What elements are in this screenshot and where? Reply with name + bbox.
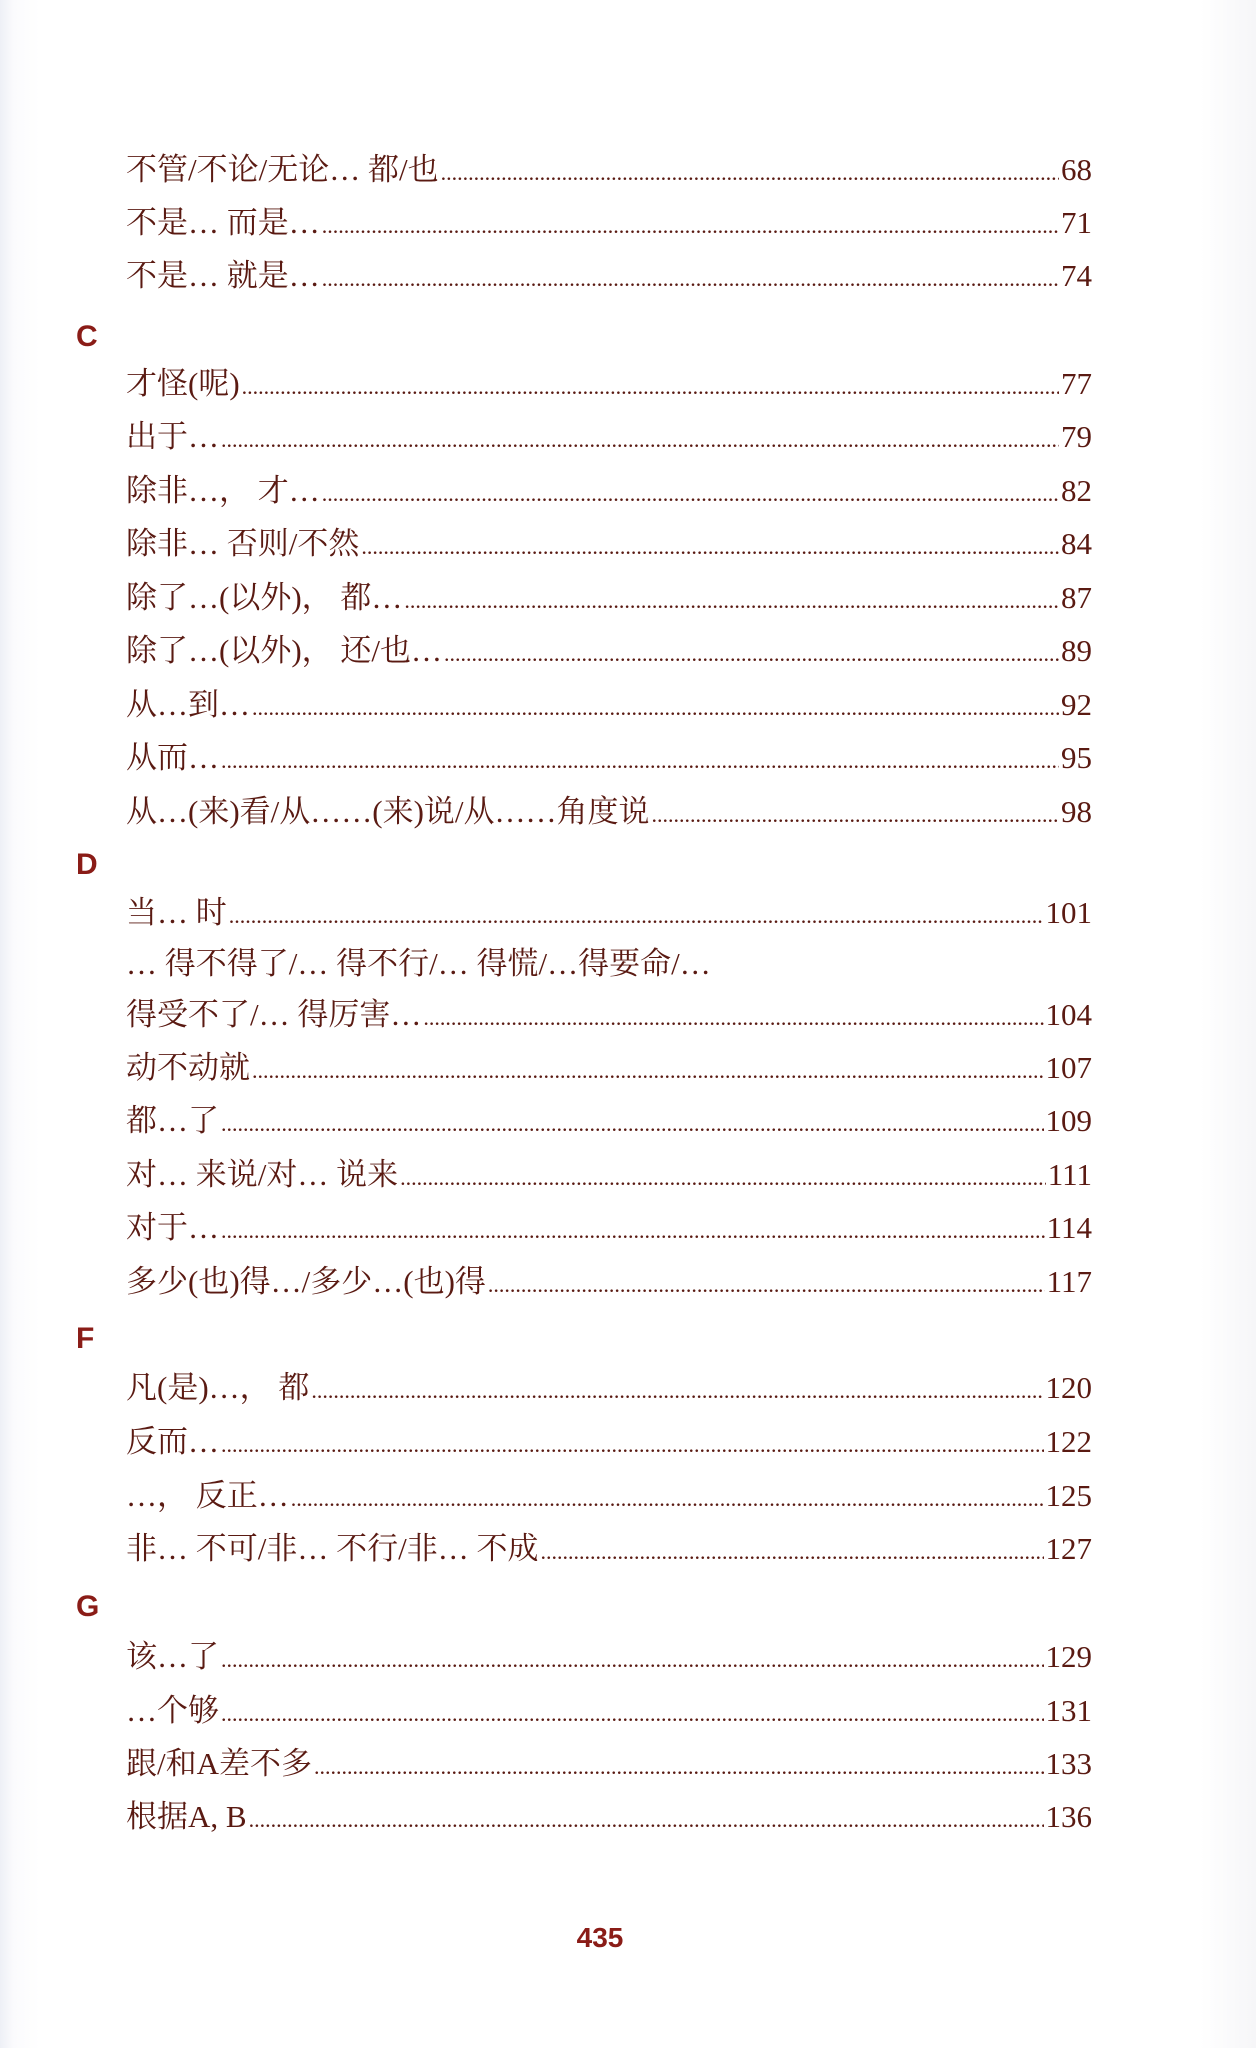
entry-page: 79 [1061,419,1092,454]
leader-dots [221,1643,1044,1677]
entry-page: 82 [1061,473,1092,508]
toc-entry[interactable] [126,364,1092,404]
entry-page: 127 [1045,1531,1092,1566]
toc-entry[interactable] [126,417,1092,457]
leader-dots [221,744,1059,778]
toc-entry[interactable] [126,738,1092,778]
entry-title: 反而… [126,1424,219,1459]
toc-entry[interactable] [126,150,1092,190]
leader-dots [252,691,1059,725]
entry-title: 除了…(以外)， 都… [126,580,403,615]
entry-page: 68 [1061,152,1092,187]
toc-entry[interactable] [126,578,1092,618]
entry-title: 对于… [126,1210,219,1245]
entry-title: 才怪(呢) [126,366,240,401]
entry-title: 当… 时 [126,895,227,930]
entry-title: 除非… 否则/不然 [126,526,360,561]
leader-dots [311,1374,1043,1408]
leader-dots [488,1268,1045,1302]
toc-entry[interactable] [126,1048,1092,1088]
leader-dots [249,1803,1044,1837]
entry-page: 71 [1061,205,1092,240]
leader-dots [221,1214,1045,1248]
leader-dots [400,1161,1046,1195]
entry-title: 得受不了/… 得厉害… [126,997,422,1032]
toc-entry[interactable] [126,893,1092,933]
entry-title: 对… 来说/对… 说来 [126,1157,399,1192]
toc-entry[interactable] [126,631,1092,671]
leader-dots [322,477,1059,511]
entry-title: 不是… 而是… [126,205,320,240]
toc-entry[interactable] [126,1155,1092,1195]
entry-page: 133 [1045,1746,1092,1781]
entry-page: 120 [1045,1370,1092,1405]
entry-page: 98 [1061,794,1092,829]
entry-page: 125 [1045,1478,1092,1513]
entry-page: 101 [1045,895,1092,930]
leader-dots [361,530,1059,564]
leader-dots [221,1428,1044,1462]
toc-entry[interactable] [126,995,1092,1035]
toc-entry[interactable] [126,256,1092,296]
entry-page: 117 [1046,1264,1092,1299]
toc-entry[interactable] [126,524,1092,564]
leader-dots [444,637,1059,671]
entry-title: 动不动就 [126,1050,250,1085]
leader-dots [252,1054,1044,1088]
leader-dots [423,1001,1043,1035]
toc-entry[interactable] [126,1691,1092,1731]
section-letter-d: D [76,848,98,881]
toc-entry[interactable] [126,1368,1092,1408]
entry-page: 77 [1061,366,1092,401]
leader-dots [221,1697,1044,1731]
toc-entry[interactable] [126,471,1092,511]
toc-entry[interactable] [126,1101,1092,1141]
entry-title: 除非…， 才… [126,473,320,508]
toc-entry[interactable] [126,1637,1092,1677]
leader-dots [441,156,1059,190]
toc-entry[interactable] [126,1476,1092,1516]
toc-entry[interactable] [126,203,1092,243]
entry-page: 111 [1047,1157,1092,1192]
toc-entry[interactable] [126,1529,1092,1569]
entry-title: …个够 [126,1693,219,1728]
entry-title: …， 反正… [126,1478,289,1513]
entry-page: 131 [1045,1693,1092,1728]
toc-entry[interactable] [126,1208,1092,1248]
toc-entry[interactable] [126,1744,1092,1784]
entry-page: 136 [1045,1799,1092,1834]
entry-title: 从…到… [126,687,250,722]
toc-entry[interactable] [126,792,1092,832]
section-letter-g: G [76,1590,100,1623]
leader-dots [322,262,1059,296]
section-letter-c: C [76,320,98,353]
entry-title: 出于… [126,419,219,454]
entry-page: 74 [1061,258,1092,293]
entry-title: 都…了 [126,1103,219,1138]
leader-dots [314,1750,1044,1784]
entry-page: 107 [1045,1050,1092,1085]
toc-entry[interactable] [126,685,1092,725]
entry-title: 多少(也)得…/多少…(也)得 [126,1264,486,1299]
section-letter-f: F [76,1322,95,1355]
entry-page: 114 [1046,1210,1092,1245]
entry-title: 跟/和A差不多 [126,1746,312,1781]
toc-entry[interactable] [126,1797,1092,1837]
entry-page: 122 [1045,1424,1092,1459]
entry-page: 104 [1045,997,1092,1032]
entry-page: 89 [1061,633,1092,668]
entry-title-line1: … 得不得了/… 得不行/… 得慌/…得要命/… [126,946,711,981]
entry-title: 该…了 [126,1639,219,1674]
leader-dots [221,1107,1044,1141]
entry-page: 92 [1061,687,1092,722]
entry-title: 不是… 就是… [126,258,320,293]
toc-entry[interactable] [126,1422,1092,1462]
entry-title: 非… 不可/非… 不行/非… 不成 [126,1531,539,1566]
entry-page: 129 [1045,1639,1092,1674]
leader-dots [540,1535,1043,1569]
entry-title: 凡(是)…， 都 [126,1370,310,1405]
page-number: 435 [576,1922,624,1953]
entry-title: 除了…(以外)， 还/也… [126,633,443,668]
leader-dots [404,584,1059,618]
entry-page: 109 [1045,1103,1092,1138]
entry-page: 87 [1061,580,1092,615]
leader-dots [221,423,1059,457]
entry-page: 84 [1061,526,1092,561]
entry-page: 95 [1061,740,1092,775]
toc-entry[interactable] [126,1262,1092,1302]
leader-dots [652,798,1059,832]
entry-title: 从而… [126,740,219,775]
entry-title: 从…(来)看/从……(来)说/从……角度说 [126,794,650,829]
leader-dots [291,1482,1044,1516]
entry-title: 根据A, B [126,1799,247,1834]
leader-dots [242,370,1059,404]
leader-dots [229,899,1044,933]
leader-dots [322,209,1059,243]
entry-title: 不管/不论/无论… 都/也 [126,152,439,187]
